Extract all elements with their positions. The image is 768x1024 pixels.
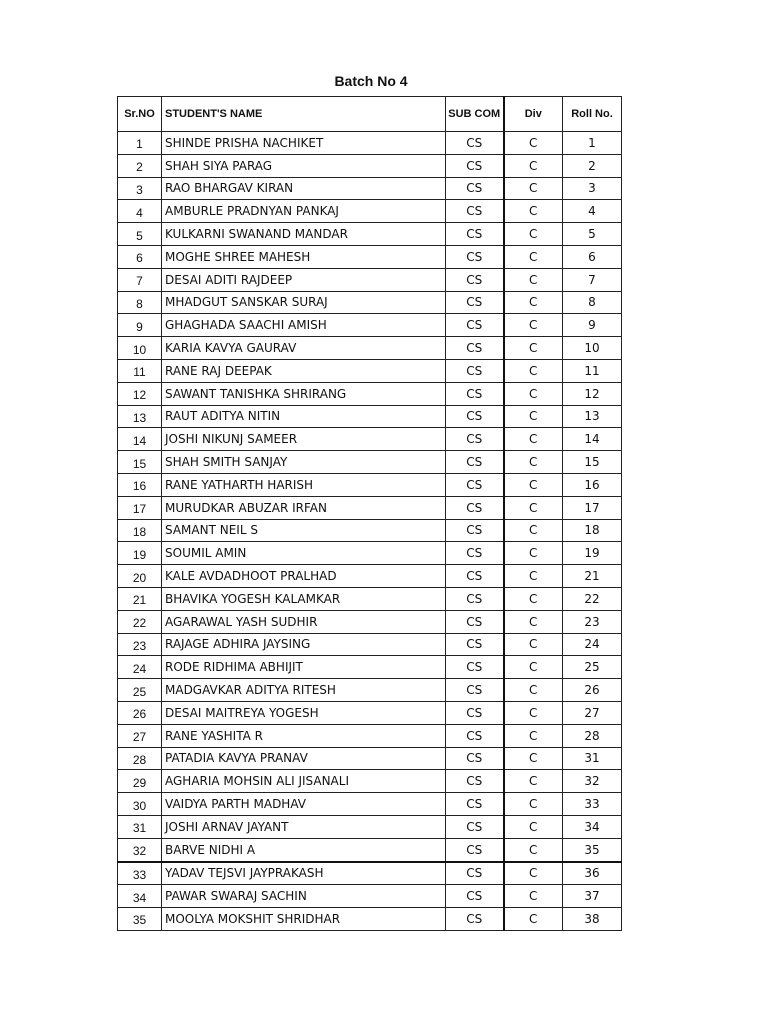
sub-com-cell: CS: [446, 610, 504, 633]
table-row: [118, 633, 622, 656]
sr-no-cell: 3: [118, 177, 162, 200]
table-row: [118, 451, 622, 474]
div-cell: C: [504, 337, 563, 360]
roll-no-cell: 26: [563, 679, 622, 702]
div-cell: C: [504, 223, 563, 246]
roll-no-cell: 1: [563, 132, 622, 155]
div-cell: C: [504, 405, 563, 428]
student-name-cell: MOGHE SHREE MAHESH: [162, 245, 446, 268]
sub-com-cell: CS: [446, 587, 504, 610]
roll-no-cell: 17: [563, 496, 622, 519]
div-cell: C: [504, 701, 563, 724]
roll-no-cell: 24: [563, 633, 622, 656]
sub-com-cell: CS: [446, 701, 504, 724]
sub-com-cell: CS: [446, 885, 504, 908]
table-row: [118, 838, 622, 861]
roll-no-cell: 25: [563, 656, 622, 679]
table-row: [118, 337, 622, 360]
table-row: [118, 565, 622, 588]
div-cell: C: [504, 656, 563, 679]
sr-no-cell: 32: [118, 838, 162, 861]
student-name-cell: VAIDYA PARTH MADHAV: [162, 793, 446, 816]
student-name-cell: RANE YATHARTH HARISH: [162, 473, 446, 496]
sub-com-cell: CS: [446, 223, 504, 246]
student-name-cell: SAMANT NEIL S: [162, 519, 446, 542]
div-cell: C: [504, 587, 563, 610]
roll-no-cell: 31: [563, 747, 622, 770]
sr-no-cell: 1: [118, 132, 162, 155]
sub-com-cell: CS: [446, 542, 504, 565]
roll-no-cell: 9: [563, 314, 622, 337]
table-row: [118, 382, 622, 405]
sub-com-cell: CS: [446, 496, 504, 519]
table-row: [118, 200, 622, 223]
div-cell: C: [504, 132, 563, 155]
div-cell: C: [504, 885, 563, 908]
table-row: [118, 701, 622, 724]
header-roll-no: Roll No.: [563, 97, 622, 132]
sr-no-cell: 29: [118, 770, 162, 793]
student-name-cell: SAWANT TANISHKA SHRIRANG: [162, 382, 446, 405]
sr-no-cell: 10: [118, 337, 162, 360]
sub-com-cell: CS: [446, 770, 504, 793]
student-name-cell: RANE YASHITA R: [162, 724, 446, 747]
roll-no-cell: 22: [563, 587, 622, 610]
sr-no-cell: 25: [118, 679, 162, 702]
roll-no-cell: 8: [563, 291, 622, 314]
sr-no-cell: 16: [118, 473, 162, 496]
table-row: [118, 724, 622, 747]
roll-no-cell: 16: [563, 473, 622, 496]
div-cell: C: [504, 793, 563, 816]
roll-no-cell: 35: [563, 838, 622, 861]
sub-com-cell: CS: [446, 793, 504, 816]
sr-no-cell: 30: [118, 793, 162, 816]
table-row: [118, 314, 622, 337]
div-cell: C: [504, 200, 563, 223]
sr-no-cell: 15: [118, 451, 162, 474]
table-row: [118, 542, 622, 565]
sub-com-cell: CS: [446, 337, 504, 360]
sub-com-cell: CS: [446, 132, 504, 155]
roll-no-cell: 4: [563, 200, 622, 223]
div-cell: C: [504, 565, 563, 588]
table-row: [118, 268, 622, 291]
sub-com-cell: CS: [446, 451, 504, 474]
sr-no-cell: 11: [118, 359, 162, 382]
table-row: [118, 291, 622, 314]
student-name-cell: SHINDE PRISHA NACHIKET: [162, 132, 446, 155]
roll-no-cell: 28: [563, 724, 622, 747]
div-cell: C: [504, 838, 563, 861]
table-row: [118, 862, 622, 885]
sub-com-cell: CS: [446, 815, 504, 838]
student-name-cell: YADAV TEJSVI JAYPRAKASH: [162, 862, 446, 885]
student-name-cell: SHAH SIYA PARAG: [162, 154, 446, 177]
sr-no-cell: 23: [118, 633, 162, 656]
sr-no-cell: 24: [118, 656, 162, 679]
student-name-cell: KARIA KAVYA GAURAV: [162, 337, 446, 360]
sr-no-cell: 13: [118, 405, 162, 428]
student-name-cell: DESAI MAITREYA YOGESH: [162, 701, 446, 724]
roll-no-cell: 14: [563, 428, 622, 451]
table-header-row: [118, 97, 622, 132]
div-cell: C: [504, 382, 563, 405]
sub-com-cell: CS: [446, 908, 504, 931]
table-row: [118, 428, 622, 451]
table-row: [118, 405, 622, 428]
sub-com-cell: CS: [446, 519, 504, 542]
roll-no-cell: 12: [563, 382, 622, 405]
sub-com-cell: CS: [446, 177, 504, 200]
sr-no-cell: 26: [118, 701, 162, 724]
table-row: [118, 223, 622, 246]
table-row: [118, 815, 622, 838]
sub-com-cell: CS: [446, 862, 504, 885]
table-row: [118, 793, 622, 816]
sub-com-cell: CS: [446, 268, 504, 291]
sub-com-cell: CS: [446, 565, 504, 588]
sub-com-cell: CS: [446, 473, 504, 496]
div-cell: C: [504, 245, 563, 268]
roll-no-cell: 23: [563, 610, 622, 633]
div-cell: C: [504, 519, 563, 542]
header-div: Div: [504, 97, 563, 132]
table-row: [118, 885, 622, 908]
sr-no-cell: 21: [118, 587, 162, 610]
header-sub-com: SUB COM: [446, 97, 504, 132]
sr-no-cell: 35: [118, 908, 162, 931]
sub-com-cell: CS: [446, 291, 504, 314]
student-name-cell: AGHARIA MOHSIN ALI JISANALI: [162, 770, 446, 793]
div-cell: C: [504, 473, 563, 496]
student-name-cell: PATADIA KAVYA PRANAV: [162, 747, 446, 770]
div-cell: C: [504, 291, 563, 314]
sr-no-cell: 18: [118, 519, 162, 542]
sr-no-cell: 28: [118, 747, 162, 770]
div-cell: C: [504, 428, 563, 451]
sub-com-cell: CS: [446, 314, 504, 337]
roll-no-cell: 38: [563, 908, 622, 931]
batch-title: Batch No 4: [334, 73, 408, 89]
roll-no-cell: 5: [563, 223, 622, 246]
sub-com-cell: CS: [446, 747, 504, 770]
sub-com-cell: CS: [446, 724, 504, 747]
student-name-cell: AMBURLE PRADNYAN PANKAJ: [162, 200, 446, 223]
sr-no-cell: 33: [118, 862, 162, 885]
table-row: [118, 908, 622, 931]
student-name-cell: RODE RIDHIMA ABHIJIT: [162, 656, 446, 679]
student-name-cell: JOSHI ARNAV JAYANT: [162, 815, 446, 838]
roll-no-cell: 36: [563, 862, 622, 885]
roll-no-cell: 27: [563, 701, 622, 724]
div-cell: C: [504, 908, 563, 931]
table-row: [118, 132, 622, 155]
div-cell: C: [504, 314, 563, 337]
div-cell: C: [504, 496, 563, 519]
sub-com-cell: CS: [446, 245, 504, 268]
table-row: [118, 747, 622, 770]
sr-no-cell: 34: [118, 885, 162, 908]
sr-no-cell: 6: [118, 245, 162, 268]
roll-no-cell: 21: [563, 565, 622, 588]
roll-no-cell: 18: [563, 519, 622, 542]
div-cell: C: [504, 633, 563, 656]
sub-com-cell: CS: [446, 405, 504, 428]
roll-no-cell: 2: [563, 154, 622, 177]
student-name-cell: SHAH SMITH SANJAY: [162, 451, 446, 474]
div-cell: C: [504, 679, 563, 702]
sr-no-cell: 2: [118, 154, 162, 177]
roll-no-cell: 37: [563, 885, 622, 908]
div-cell: C: [504, 610, 563, 633]
roll-no-cell: 32: [563, 770, 622, 793]
sr-no-cell: 4: [118, 200, 162, 223]
table-row: [118, 656, 622, 679]
div-cell: C: [504, 451, 563, 474]
sr-no-cell: 5: [118, 223, 162, 246]
roll-no-cell: 33: [563, 793, 622, 816]
sr-no-cell: 20: [118, 565, 162, 588]
div-cell: C: [504, 724, 563, 747]
div-cell: C: [504, 747, 563, 770]
table-row: [118, 245, 622, 268]
student-name-cell: DESAI ADITI RAJDEEP: [162, 268, 446, 291]
sr-no-cell: 9: [118, 314, 162, 337]
table-row: [118, 177, 622, 200]
student-name-cell: MADGAVKAR ADITYA RITESH: [162, 679, 446, 702]
sr-no-cell: 27: [118, 724, 162, 747]
sub-com-cell: CS: [446, 428, 504, 451]
student-name-cell: SOUMIL AMIN: [162, 542, 446, 565]
sub-com-cell: CS: [446, 382, 504, 405]
student-name-cell: MHADGUT SANSKAR SURAJ: [162, 291, 446, 314]
sr-no-cell: 17: [118, 496, 162, 519]
table-row: [118, 770, 622, 793]
student-name-cell: RAJAGE ADHIRA JAYSING: [162, 633, 446, 656]
student-name-cell: PAWAR SWARAJ SACHIN: [162, 885, 446, 908]
roll-no-cell: 6: [563, 245, 622, 268]
student-name-cell: KALE AVDADHOOT PRALHAD: [162, 565, 446, 588]
roll-no-cell: 3: [563, 177, 622, 200]
div-cell: C: [504, 542, 563, 565]
roll-no-cell: 15: [563, 451, 622, 474]
sub-com-cell: CS: [446, 838, 504, 861]
student-name-cell: BHAVIKA YOGESH KALAMKAR: [162, 587, 446, 610]
sub-com-cell: CS: [446, 656, 504, 679]
roll-no-cell: 10: [563, 337, 622, 360]
student-name-cell: RANE RAJ DEEPAK: [162, 359, 446, 382]
div-cell: C: [504, 815, 563, 838]
roll-no-cell: 7: [563, 268, 622, 291]
student-name-cell: GHAGHADA SAACHI AMISH: [162, 314, 446, 337]
table-row: [118, 359, 622, 382]
sub-com-cell: CS: [446, 359, 504, 382]
sr-no-cell: 12: [118, 382, 162, 405]
sr-no-cell: 8: [118, 291, 162, 314]
student-name-cell: AGARAWAL YASH SUDHIR: [162, 610, 446, 633]
table-row: [118, 496, 622, 519]
student-table: [117, 96, 622, 931]
div-cell: C: [504, 862, 563, 885]
sub-com-cell: CS: [446, 154, 504, 177]
table-row: [118, 154, 622, 177]
student-name-cell: BARVE NIDHI A: [162, 838, 446, 861]
sr-no-cell: 19: [118, 542, 162, 565]
student-name-cell: JOSHI NIKUNJ SAMEER: [162, 428, 446, 451]
table-body: [118, 132, 622, 931]
header-sr-no: Sr.NO: [118, 97, 162, 132]
student-name-cell: RAO BHARGAV KIRAN: [162, 177, 446, 200]
table-row: [118, 610, 622, 633]
student-name-cell: RAUT ADITYA NITIN: [162, 405, 446, 428]
sr-no-cell: 31: [118, 815, 162, 838]
student-name-cell: MURUDKAR ABUZAR IRFAN: [162, 496, 446, 519]
sub-com-cell: CS: [446, 200, 504, 223]
roll-no-cell: 19: [563, 542, 622, 565]
student-name-cell: MOOLYA MOKSHIT SHRIDHAR: [162, 908, 446, 931]
div-cell: C: [504, 359, 563, 382]
roll-no-cell: 11: [563, 359, 622, 382]
sr-no-cell: 7: [118, 268, 162, 291]
div-cell: C: [504, 770, 563, 793]
student-name-cell: KULKARNI SWANAND MANDAR: [162, 223, 446, 246]
sr-no-cell: 14: [118, 428, 162, 451]
div-cell: C: [504, 177, 563, 200]
table-row: [118, 519, 622, 542]
table-row: [118, 473, 622, 496]
sr-no-cell: 22: [118, 610, 162, 633]
header-student-name: STUDENT'S NAME: [162, 97, 446, 132]
div-cell: C: [504, 154, 563, 177]
table-row: [118, 587, 622, 610]
sub-com-cell: CS: [446, 633, 504, 656]
roll-no-cell: 13: [563, 405, 622, 428]
div-cell: C: [504, 268, 563, 291]
roll-no-cell: 34: [563, 815, 622, 838]
table-row: [118, 679, 622, 702]
sub-com-cell: CS: [446, 679, 504, 702]
